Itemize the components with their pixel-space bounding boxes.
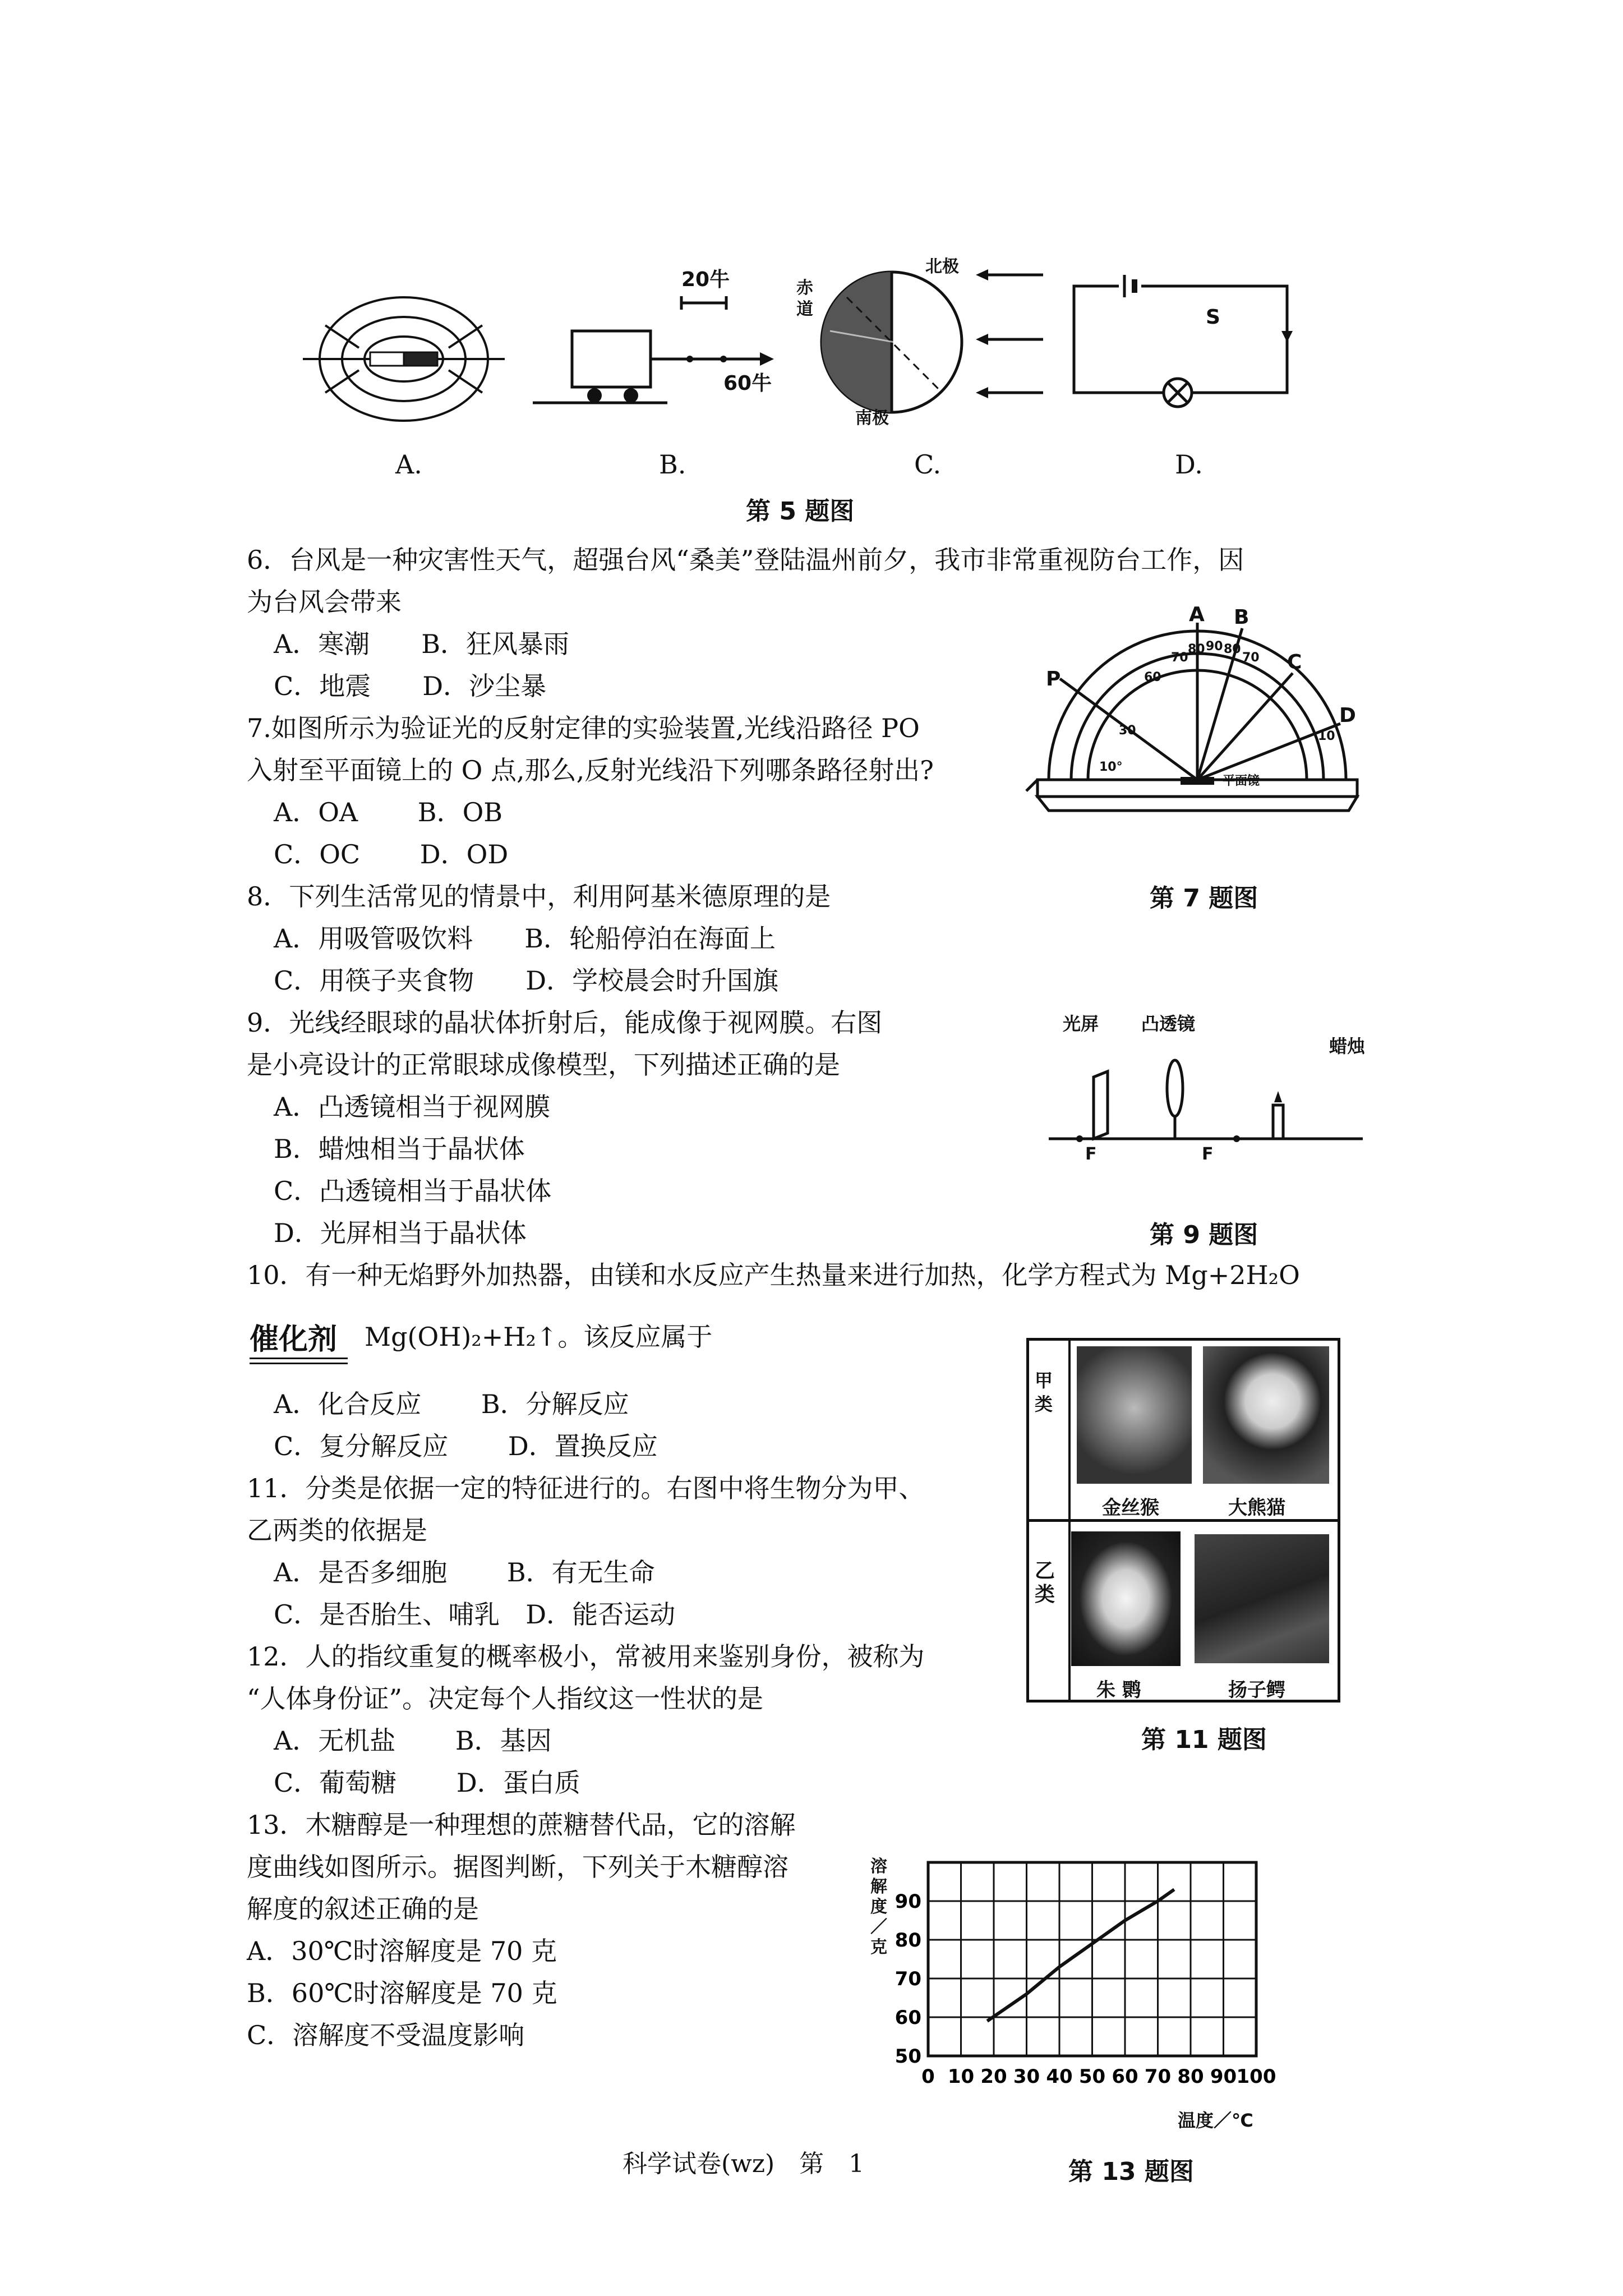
q11-stem-line1: 11．分类是依据一定的特征进行的。右图中将生物分为甲、	[247, 1473, 925, 1503]
solubility-curve	[987, 1889, 1174, 2021]
y-tick-label: 50	[895, 2045, 921, 2068]
y-tick-label: 90	[895, 1890, 921, 1913]
fig7-caption: 第 7 题图	[1150, 884, 1258, 913]
fig11-caption: 第 11 题图	[1141, 1726, 1267, 1754]
fig5-c-north: 北极	[925, 257, 959, 277]
q6-stem-line2: 为台风会带来	[247, 587, 402, 617]
q10-stem-line1: 10．有一种无焰野外加热器，由镁和水反应产生热量来进行加热，化学方程式为 Mg+2H₂O	[247, 1260, 1300, 1290]
animal-label-golden-monkey: 金丝猴	[1102, 1497, 1159, 1519]
fig5-c-equator: 赤道	[796, 278, 813, 319]
golden-monkey-photo	[1077, 1346, 1192, 1484]
fig5-c-south: 南极	[855, 408, 889, 428]
animal-label-alligator: 扬子鳄	[1228, 1679, 1285, 1701]
animal-label-giant-panda: 大熊猫	[1228, 1497, 1285, 1519]
q10-options-1: A．化合反应 B．分解反应	[274, 1389, 629, 1419]
q11-options-2: C．是否胎生、哺乳 D．能否运动	[274, 1599, 676, 1630]
fig9-screen-label: 光屏	[1063, 1013, 1099, 1034]
fig7-tick-80a: 80	[1188, 642, 1205, 656]
fig7-letter-a: A	[1189, 603, 1205, 626]
chart-grid	[928, 1862, 1256, 2056]
q7-stem-line2: 入射至平面镜上的 O 点,那么,反射光线沿下列哪条路径射出?	[247, 755, 934, 785]
chart-x-ticks	[921, 2065, 1276, 2088]
giant-panda-photo	[1203, 1346, 1329, 1484]
chinese-alligator-photo	[1195, 1534, 1329, 1663]
x-tick-label: 50	[1078, 2065, 1106, 2088]
q13-option-b: B．60℃时溶解度是 70 克	[247, 1978, 557, 2008]
fig7-mirror-label: 平面镜	[1223, 774, 1260, 788]
x-tick-label: 20	[980, 2065, 1007, 2088]
fig7-tick-10deg: 10°	[1099, 760, 1123, 774]
fig7-letter-c: C	[1287, 651, 1302, 674]
chart-y-label: 溶解度／克	[870, 1857, 887, 1957]
q11-options-1: A．是否多细胞 B．有无生命	[274, 1557, 655, 1588]
q10-catalyst-label: 催化剂	[250, 1323, 338, 1356]
q10-options-2: C．复分解反应 D．置换反应	[274, 1431, 658, 1461]
x-tick-label: 30	[1013, 2065, 1040, 2088]
q12-options-2: C．葡萄糖 D．蛋白质	[274, 1768, 580, 1798]
fig7-tick-70a: 70	[1171, 651, 1188, 665]
q12-stem-line2: “人体身份证”。决定每个人指纹这一性状的是	[247, 1683, 764, 1714]
x-tick-label: 70	[1144, 2065, 1172, 2088]
q12-stem-line1: 12．人的指纹重复的概率极小，常被用来鉴别身份，被称为	[247, 1641, 925, 1672]
chart-x-label: 温度／℃	[1178, 2110, 1253, 2131]
x-tick-label: 40	[1046, 2065, 1073, 2088]
eye-model-diagram	[1049, 1027, 1366, 1156]
fig7-tick-90: 90	[1206, 639, 1223, 654]
x-tick-label: 100	[1236, 2065, 1276, 2088]
reflection-protractor-diagram	[1026, 606, 1374, 841]
cart-force-diagram	[522, 280, 780, 426]
q9-option-b: B．蜡烛相当于晶状体	[274, 1134, 525, 1164]
fig5-label-b: B.	[659, 449, 686, 480]
fig7-letter-p: P	[1046, 668, 1061, 691]
q10-catalyst-double-line	[250, 1358, 348, 1364]
fig11-class-a: 甲类	[1035, 1370, 1053, 1415]
fig11-row-divider	[1029, 1519, 1338, 1522]
x-tick-label: 60	[1112, 2065, 1138, 2088]
q8-options-2: C．用筷子夹食物 D．学校晨会时升国旗	[274, 965, 779, 996]
q9-option-a: A．凸透镜相当于视网膜	[274, 1092, 551, 1122]
fig7-tick-80b: 80	[1224, 642, 1241, 656]
q7-options-1: A．OA B．OB	[274, 797, 503, 827]
q6-stem-line1: 6．台风是一种灾害性天气，超强台风“桑美”登陆温州前夕，我市非常重视防台工作，因	[247, 545, 1244, 575]
q9-option-c: C．凸透镜相当于晶状体	[274, 1176, 552, 1206]
fig7-tick-70b: 70	[1242, 651, 1260, 665]
fig7-tick-10: 10	[1318, 729, 1335, 743]
x-tick-label: 90	[1210, 2065, 1237, 2088]
fig9-focus-right: F	[1202, 1144, 1214, 1164]
y-tick-label: 60	[895, 2007, 921, 2029]
q13-stem-line2: 度曲线如图所示。据图判断，下列关于木糖醇溶	[247, 1852, 789, 1882]
x-tick-label: 10	[947, 2065, 975, 2088]
q6-options-1: A．寒潮 B．狂风暴雨	[274, 629, 570, 659]
chart-y-ticks	[895, 1890, 921, 2068]
fig9-candle-label: 蜡烛	[1329, 1036, 1366, 1057]
fig5-label-c: C.	[914, 449, 942, 480]
q6-options-2: C．地震 D．沙尘暴	[274, 671, 547, 701]
fig7-letter-d: D	[1339, 704, 1356, 727]
animal-label-crested-ibis: 朱 鹮	[1096, 1679, 1141, 1701]
fig9-focus-left: F	[1085, 1144, 1097, 1164]
fig9-lens-label: 凸透镜	[1141, 1013, 1196, 1034]
fig5-b-force: 60牛	[723, 372, 772, 395]
q13-stem-line1: 13．木糖醇是一种理想的蔗糖替代品，它的溶解	[247, 1810, 796, 1840]
fig7-tick-30: 30	[1119, 724, 1136, 738]
x-tick-label: 0	[921, 2065, 935, 2088]
fig5-caption: 第 5 题图	[746, 497, 855, 526]
fig5-b-scale: 20牛	[681, 268, 730, 291]
circuit-diagram	[1068, 275, 1304, 404]
fig11-class-b: 乙类	[1035, 1559, 1055, 1606]
y-tick-label: 70	[895, 1968, 921, 1990]
q7-options-2: C．OC D．OD	[274, 839, 509, 869]
magnet-field-diagram	[303, 280, 505, 438]
q13-option-a: A．30℃时溶解度是 70 克	[247, 1936, 557, 1966]
q9-stem-line2: 是小亮设计的正常眼球成像模型，下列描述正确的是	[247, 1050, 840, 1080]
q13-stem-line3: 解度的叙述正确的是	[247, 1894, 479, 1924]
q9-option-d: D．光屏相当于晶状体	[274, 1218, 527, 1248]
q10-stem-line2: Mg(OH)₂+H₂↑。该反应属于	[365, 1322, 713, 1352]
fig13-caption: 第 13 题图	[1068, 2157, 1194, 2186]
y-tick-label: 80	[895, 1929, 921, 1952]
fig5-label-a: A.	[395, 449, 422, 480]
page-footer: 科学试卷(wz) 第 1	[623, 2150, 865, 2178]
solubility-chart	[864, 1851, 1324, 2160]
q11-stem-line2: 乙两类的依据是	[247, 1515, 427, 1545]
fig7-tick-60: 60	[1144, 670, 1161, 684]
fig9-caption: 第 9 题图	[1150, 1221, 1258, 1249]
x-tick-label: 80	[1177, 2065, 1204, 2088]
q12-options-1: A．无机盐 B．基因	[274, 1726, 552, 1756]
crested-ibis-photo	[1071, 1531, 1181, 1666]
q7-stem-line1: 7.如图所示为验证光的反射定律的实验装置,光线沿路径 PO	[247, 713, 920, 743]
q8-options-1: A．用吸管吸饮料 B．轮船停泊在海面上	[274, 923, 776, 954]
q8-stem: 8．下列生活常见的情景中，利用阿基米德原理的是	[247, 881, 831, 912]
fig5-d-switch: S	[1206, 306, 1220, 329]
fig7-letter-b: B	[1234, 606, 1249, 629]
earth-illumination-diagram	[813, 258, 1049, 426]
q13-option-c: C．溶解度不受温度影响	[247, 2020, 525, 2050]
fig5-label-d: D.	[1175, 449, 1203, 480]
fig11-col-divider	[1068, 1341, 1071, 1700]
q9-stem-line1: 9．光线经眼球的晶状体折射后，能成像于视网膜。右图	[247, 1007, 883, 1038]
